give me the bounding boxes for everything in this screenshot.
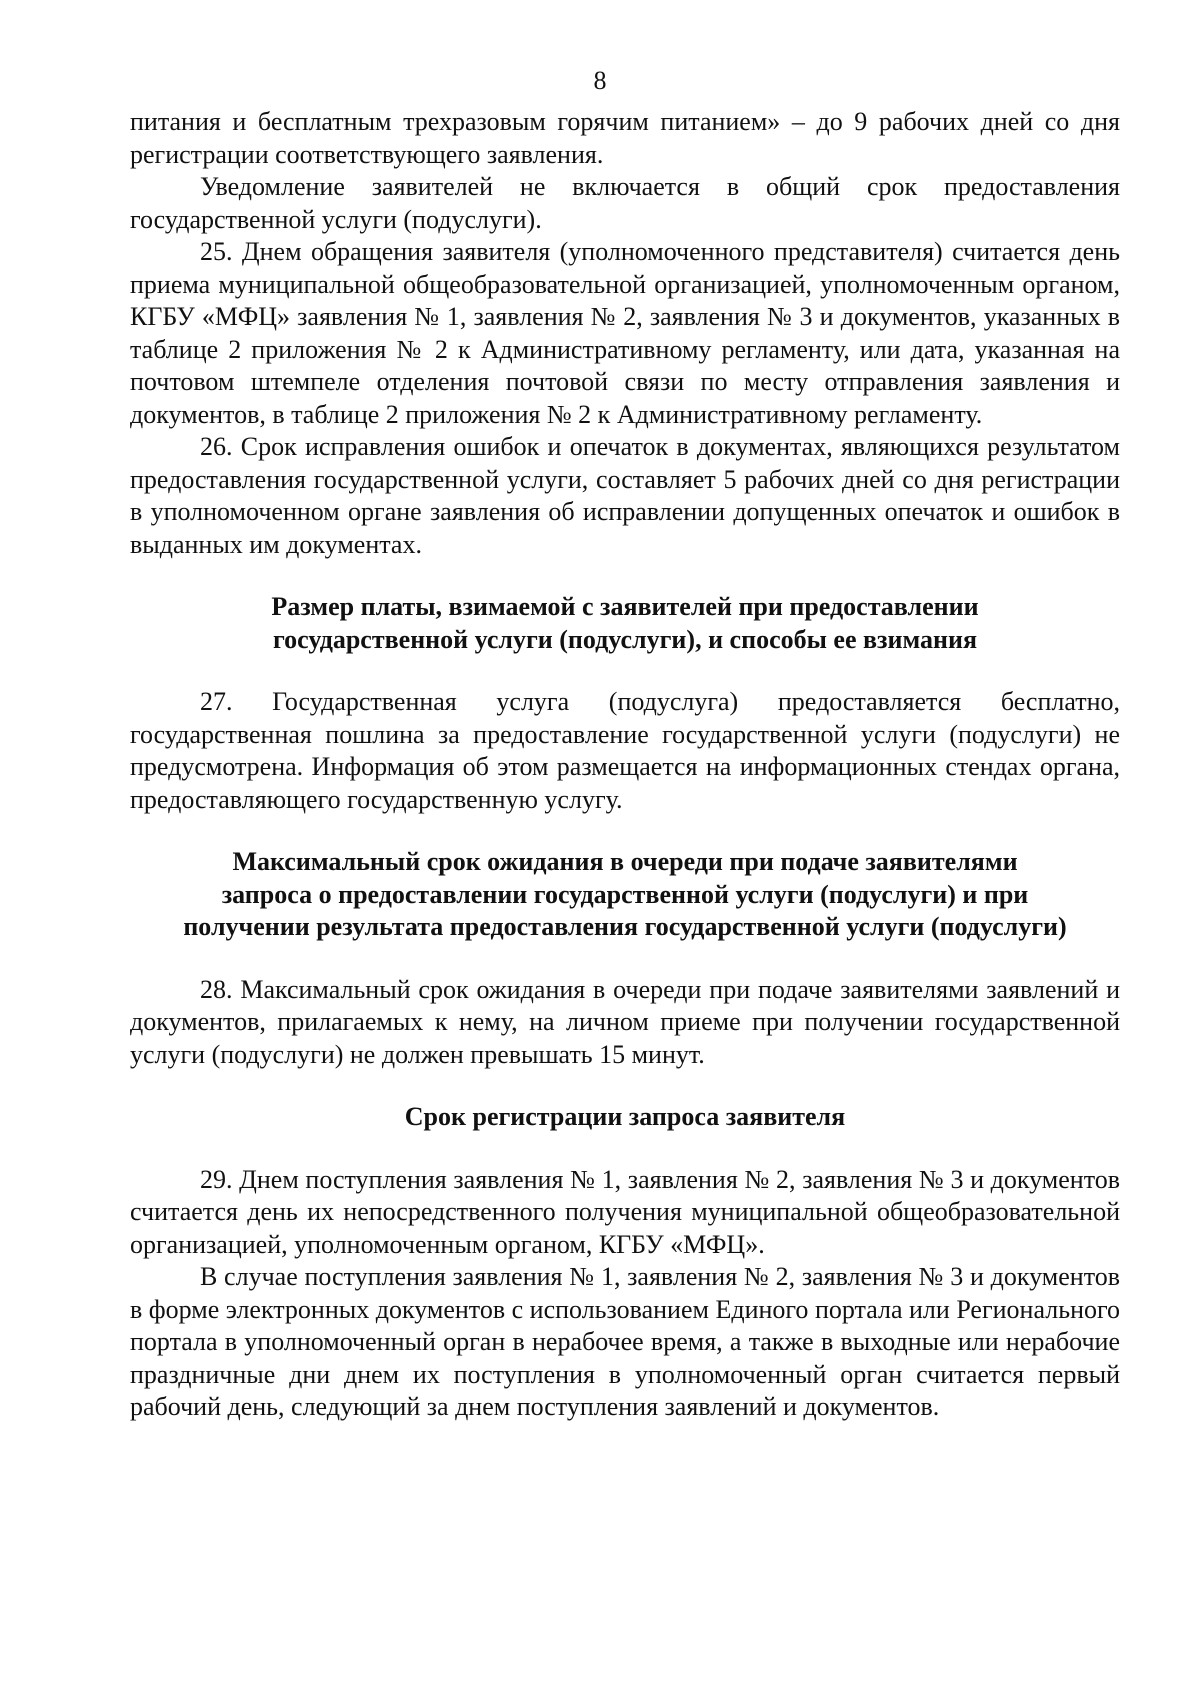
heading-line: запроса о предоставлении государственной услуги (подуслуги) и при — [221, 879, 1029, 909]
heading-line: государственной услуги (подуслуги), и способы ее взимания — [272, 624, 978, 654]
paragraph-notice: Уведомление заявителей не включается в общий срок предоставления государственной услуги (подуслуги). — [130, 172, 1120, 234]
paragraph-28: 28. Максимальный срок ожидания в очереди при подаче заявителями заявлений и документов, прилагаемых к нему, на личном приеме при получении государственной услуги (подуслуги) не должен превышать 15 минут. — [130, 974, 1120, 1069]
paragraph-25: 25. Днем обращения заявителя (уполномоченного представителя) считается день приема муниципальной общеобразовательной организацией, уполномоченным органом, КГБУ «МФЦ» заявления № 1, заявления № 2, заявления № 3 и документов, указанных в таблице 2 приложения № 2 к Административному регламенту, или дата, указанная на почтовом штемпеле отделения почтовой связи по месту отправления заявления и документов, в таблице 2 приложения № 2 к Административному регламенту. — [130, 237, 1120, 429]
heading-line: Размер платы, взимаемой с заявителей при предоставлении — [271, 592, 979, 621]
page-number: 8 — [593, 66, 607, 95]
document-body — [130, 106, 1120, 1424]
paragraph-29: 29. Днем поступления заявления № 1, заявления № 2, заявления № 3 и документов считается день их непосредственного получения муниципальной общеобразовательной организацией, уполномоченным органом, КГБУ «МФЦ». — [130, 1164, 1120, 1259]
section-heading-fee — [130, 591, 1120, 656]
paragraph-29-continuation: В случае поступления заявления № 1, заявления № 2, заявления № 3 и документов в форме электронных документов с использованием Единого портала или Регионального портала в уполномоченный орган в нерабочее время, а также в выходные или нерабочие праздничные дни днем их поступления в уполномоченный орган считается первый рабочий день, следующий за днем поступления заявлений и документов. — [130, 1262, 1120, 1421]
heading-line: Максимальный срок ожидания в очереди при подаче заявителями — [232, 847, 1018, 876]
paragraph-27: 27. Государственная услуга (подуслуга) предоставляется бесплатно, государственная пошлина за предоставление государственной услуги (подуслуги) не предусмотрена. Информация об этом размещается на информационных стендах органа, предоставляющего государственную услугу. — [130, 687, 1120, 814]
section-heading-queue — [130, 846, 1120, 944]
paragraph-26: 26. Срок исправления ошибок и опечаток в документах, являющихся результатом предоставления государственной услуги, составляет 5 рабочих дней со дня регистрации в уполномоченном органе заявления об исправлении допущенных опечаток и ошибок в выданных им документах. — [130, 432, 1120, 559]
paragraph-continuation: питания и бесплатным трехразовым горячим питанием» – до 9 рабочих дней со дня регистрации соответствующего заявления. — [130, 107, 1120, 169]
section-heading-registration: Срок регистрации запроса заявителя — [404, 1102, 846, 1131]
heading-line: получении результата предоставления государственной услуги (подуслуги) — [183, 912, 1067, 941]
